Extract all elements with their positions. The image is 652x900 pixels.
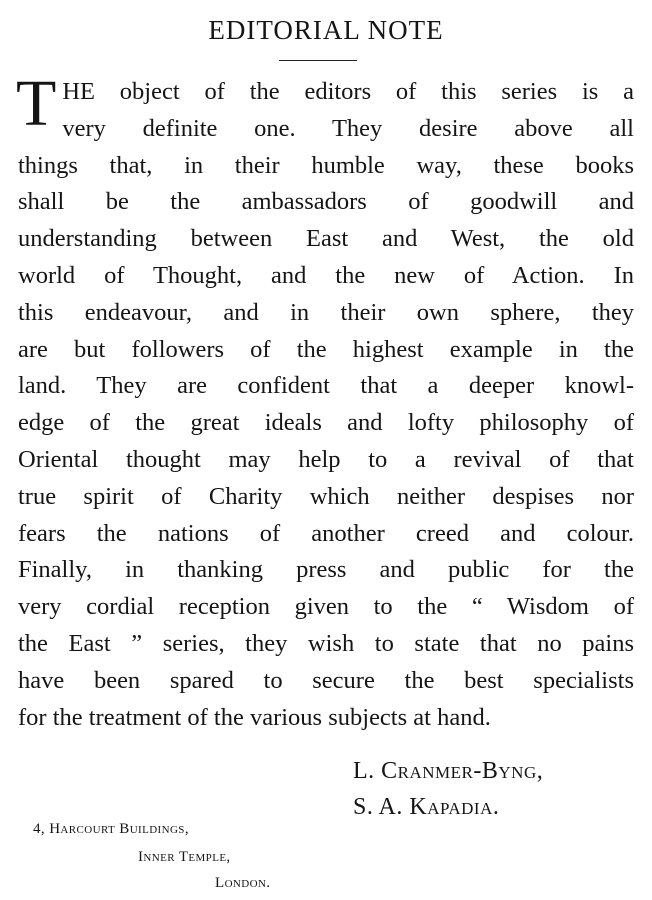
text-line: understanding between East and West, the old (18, 225, 634, 253)
text-line: true spirit of Charity which neither despises nor (18, 482, 634, 510)
text-line: Finally, in thanking press and public for the (18, 556, 634, 584)
text-line: are but followers of the highest example in the (18, 335, 634, 363)
title-rule (279, 60, 357, 61)
text-line: for the treatment of the various subjects at hand. (18, 703, 491, 731)
text-line: Oriental thought may help to a revival of that (18, 445, 634, 473)
text-line: very definite one. They desire above all (62, 114, 634, 142)
address-line-2: Inner Temple, (138, 849, 231, 865)
signature-kapadia: S. A. Kapadia. (353, 794, 500, 820)
text-line: land. They are confident that a deeper knowl- (18, 372, 634, 400)
text-line: edge of the great ideals and lofty philosophy of (18, 409, 634, 437)
text-line: world of Thought, and the new of Action. In (18, 261, 634, 289)
text-line: have been spared to secure the best specialists (18, 666, 634, 694)
address-line-1: 4, Harcourt Buildings, (33, 821, 189, 837)
text-line: shall be the ambassadors of goodwill and (18, 188, 634, 216)
text-line: HE object of the editors of this series is a (62, 78, 634, 105)
page-title: EDITORIAL NOTE (208, 15, 444, 45)
text-line: this endeavour, and in their own sphere, they (18, 298, 634, 326)
text-line: very cordial reception given to the “ Wisdom of (18, 593, 634, 621)
text-line: things that, in their humble way, these books (18, 151, 634, 179)
drop-cap: T (16, 67, 57, 140)
address-line-3: London. (215, 875, 271, 891)
signature-cranmer-byng: L. Cranmer-Byng, (353, 758, 544, 784)
text-line: fears the nations of another creed and colour. (18, 519, 634, 547)
text-line: the East ” series, they wish to state that no pains (18, 629, 634, 657)
editorial-paragraph (16, 67, 634, 736)
